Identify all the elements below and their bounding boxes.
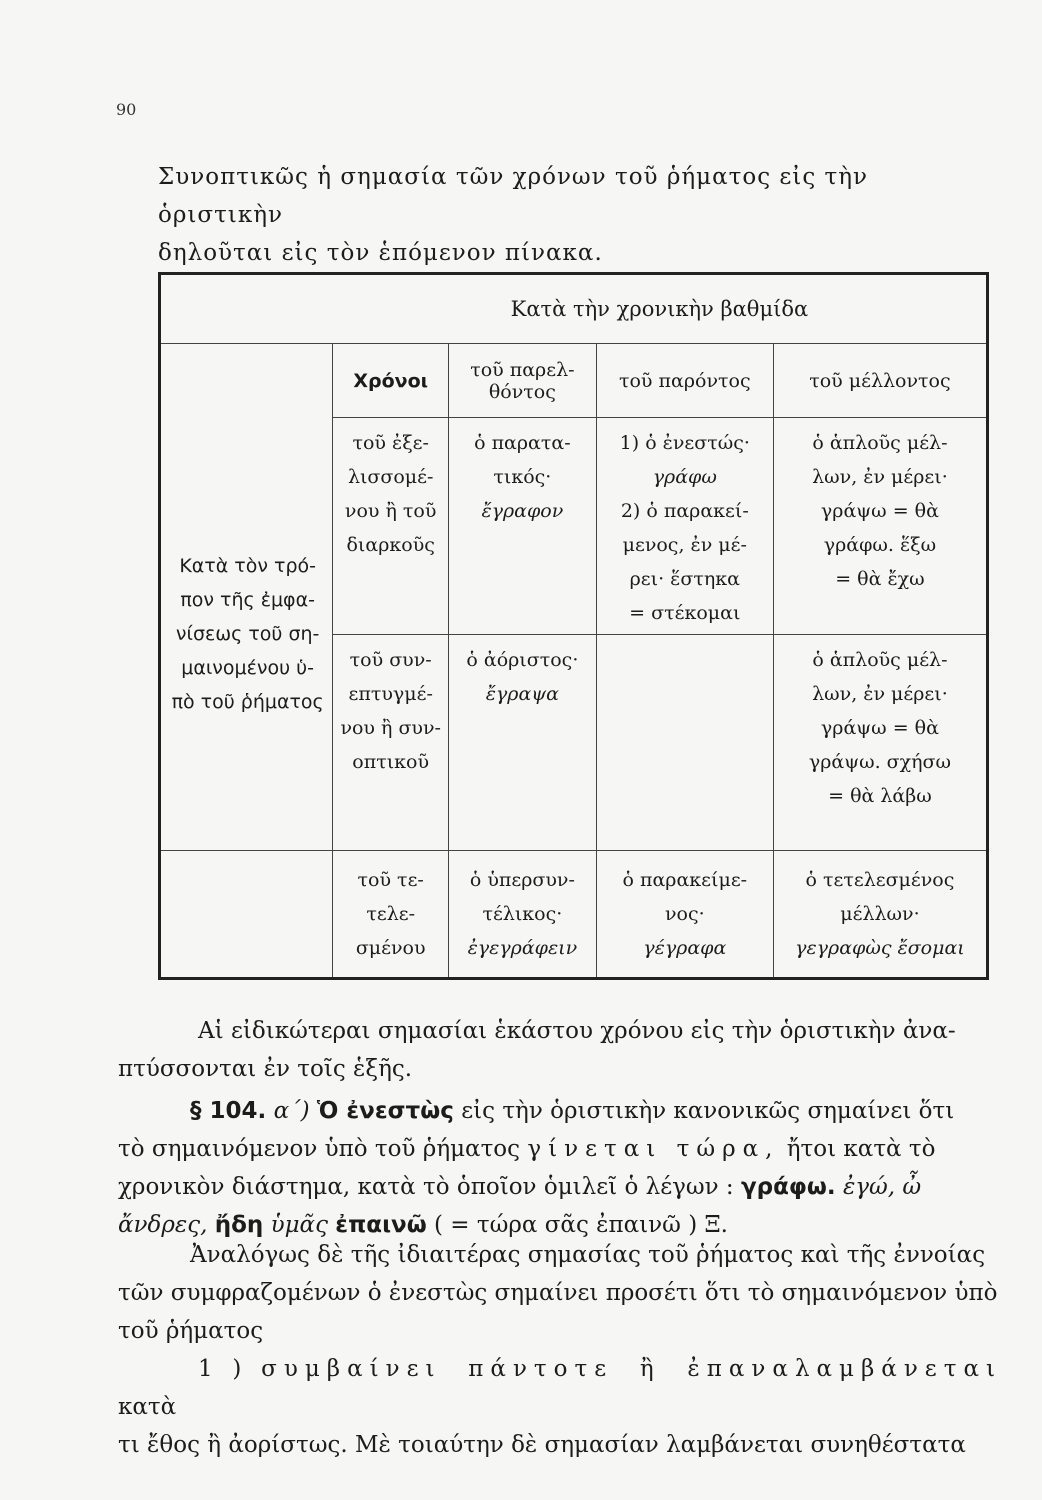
times-header: Χρόνοι (333, 344, 449, 418)
table-corner-bottom (160, 851, 333, 979)
aspect-cell: τοῦ ἐξε- λισσομέ- νου ἢ τοῦ διαρκοῦς (333, 418, 449, 635)
spaced-emphasis: συμβαίνει πάντοτε ἢ ἐπαναλαμβάνεται (261, 1356, 1002, 1382)
col-header-present: τοῦ παρόντος (596, 344, 773, 418)
col-header-future: τοῦ μέλλοντος (773, 344, 987, 418)
paragraph-analogous: Ἀναλόγως δὲ τῆς ἰδιαιτέρας σημασίας τοῦ ῥήματος καὶ τῆς ἐννοίας τῶν συμφραζομένων ὁ ἐνεστὼς σημαίνει προσέτι ὅτι τὸ σημαινόμενον ὑπὸ τοῦ ῥήματος (118, 1242, 998, 1344)
aspect-cell: τοῦ συν- επτυγμέ- νου ἢ συν- οπτικοῦ (333, 635, 449, 851)
present-cell: ὁ παρακείμε- νος· γέγραφα (596, 851, 773, 979)
mode-label: Κατὰ τὸν τρό- πον τῆς ἐμφα- νίσεως τοῦ ση- μαινομένου ὑ- πὸ τοῦ ῥήματος (160, 418, 333, 851)
paragraph-section-104: § 104. α΄) Ὁ ἐνεστὼς εἰς τὴν ὁριστικὴν κανονικῶς σημαίνει ὅτι τὸ σημαινόμενον ὑπὸ τοῦ ῥήματος γίνεται τώρα, ἤτοι κατὰ τὸ χρονικὸν διάστημα, κατὰ τὸ ὁποῖον ὁμιλεῖ ὁ λέγων : γράφω. ἐγώ, ὦ ἄνδρες, ἤδη ὑμᾶς ἐπαινῶ ( = τώρα σᾶς ἐπαινῶ ) Ξ. (118, 1098, 955, 1238)
paragraph-point-1: 1 ) συμβαίνει πάντοτε ἢ ἐπαναλαμβάνεται κατὰ τι ἔθος ἢ ἀορίστως. Μὲ τοιαύτην δὲ σημασίαν λαμβάνεται συνηθέστατα (118, 1356, 1002, 1458)
past-cell: ὁ ἀόριστος· ἔγραψα (449, 635, 597, 851)
page-number: 90 (116, 100, 137, 119)
section-number: § 104. (190, 1098, 267, 1124)
aspect-cell: τοῦ τε- τελε- σμένου (333, 851, 449, 979)
example-word: γράφω. (741, 1174, 836, 1200)
col-header-past: τοῦ παρελ- θόντος (449, 344, 597, 418)
past-cell: ὁ παρατα- τικός· ἔγραφον (449, 418, 597, 635)
section-term: Ὁ ἐνεστὼς (316, 1098, 454, 1124)
present-cell: 1) ὁ ἐνεστώς· γράφω 2) ὁ παρακεί- μενος, ἐν μέ- ρει· ἕστηκα = στέκομαι (596, 418, 773, 635)
future-cell: ὁ ἁπλοῦς μέλ- λων, ἐν μέρει· γράψω = θὰ γράφω. ἕξω = θὰ ἔχω (773, 418, 987, 635)
present-cell-empty (596, 635, 773, 851)
gradation-header: Κατὰ τὴν χρονικὴν βαθμίδα (333, 274, 988, 344)
past-cell: ὁ ὑπερσυν- τέλικος· ἐγεγράφειν (449, 851, 597, 979)
intro-paragraph (158, 158, 998, 272)
section-subnumber: α΄) (273, 1098, 310, 1124)
tense-table (158, 272, 989, 980)
paragraph-specific-meanings: Αἱ εἰδικώτεραι σημασίαι ἑκάστου χρόνου εἰς τὴν ὁριστικὴν ἀνα- πτύσσονται ἐν τοῖς ἑξῆς. (118, 1018, 956, 1082)
table-corner (160, 344, 333, 418)
future-cell: ὁ ἁπλοῦς μέλ- λων, ἐν μέρει· γράψω = θὰ γράψω. σχήσω = θὰ λάβω (773, 635, 987, 851)
intro-line: δηλοῦται εἰς τὸν ἑπόμενον πίνακα. (158, 240, 603, 266)
spaced-emphasis: γίνεται τώρα, (527, 1136, 780, 1162)
table-corner-top (160, 274, 333, 344)
intro-line: Συνοπτικῶς ἡ σημασία τῶν χρόνων τοῦ ῥήματος εἰς τὴν ὁριστικὴν (158, 164, 868, 228)
future-cell: ὁ τετελεσμένος μέλλων· γεγραφὼς ἔσομαι (773, 851, 987, 979)
